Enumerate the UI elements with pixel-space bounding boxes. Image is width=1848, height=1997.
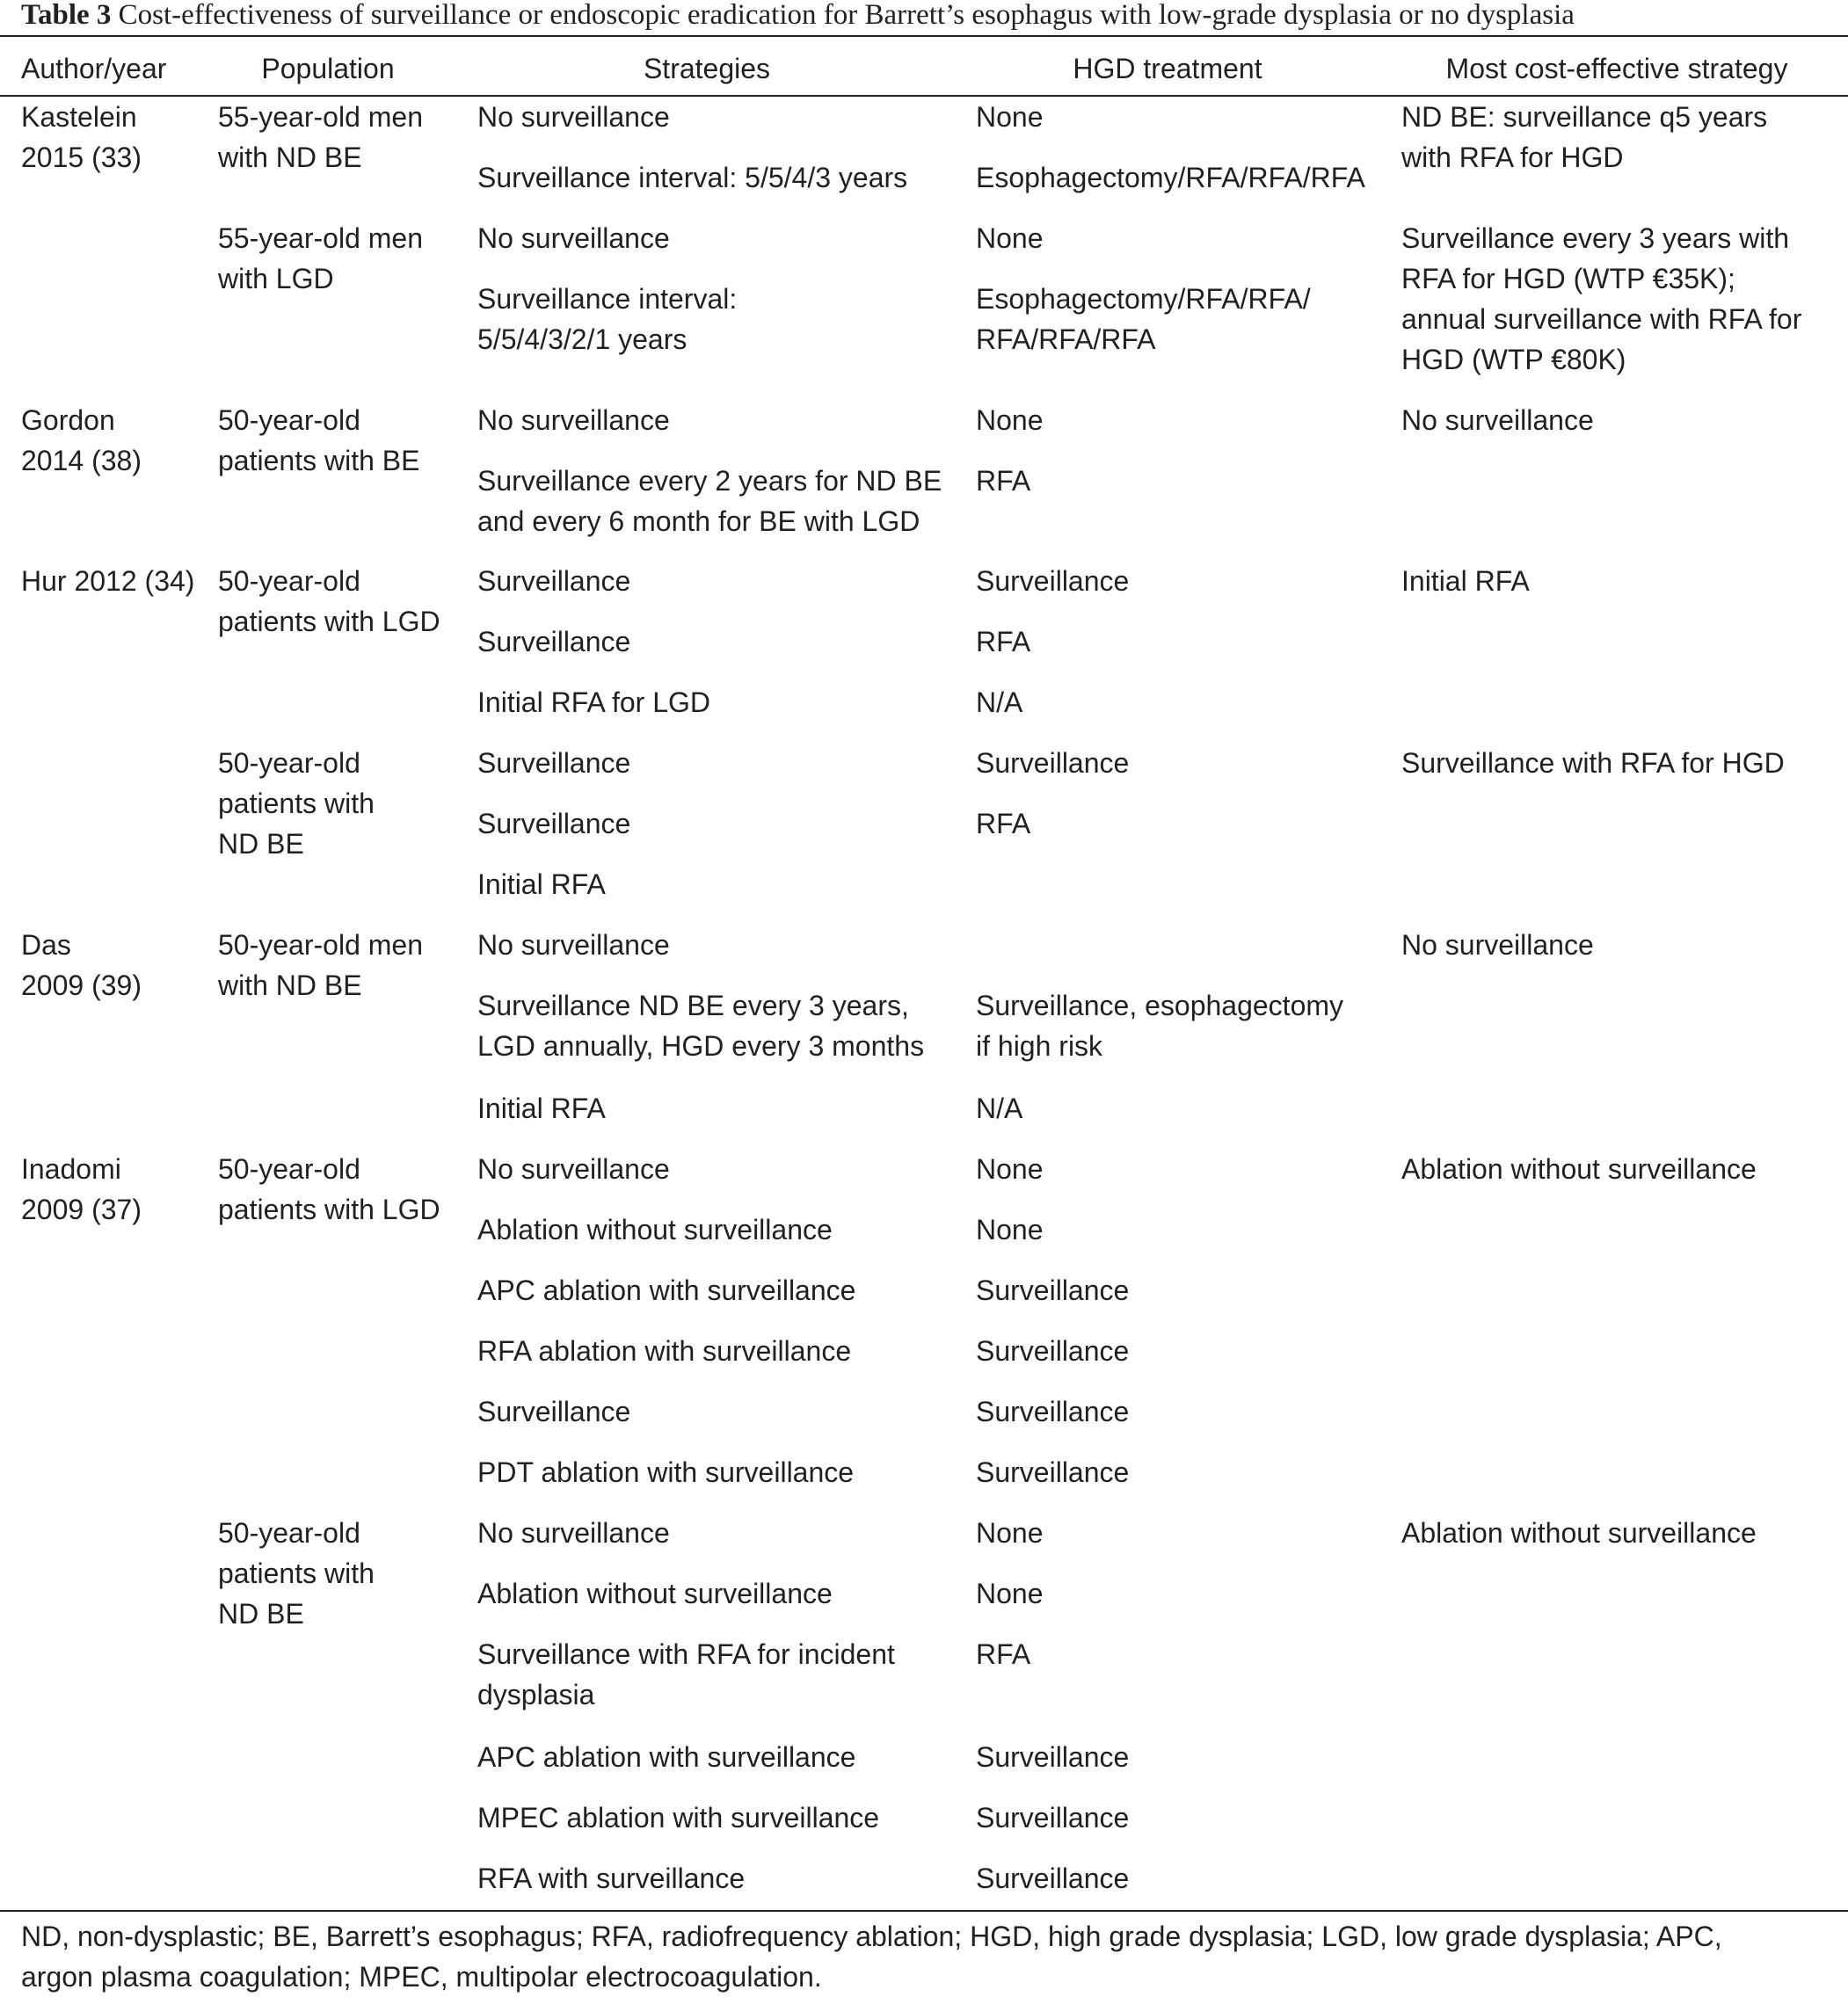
cell-population: 50-year-old patients with ND BE	[218, 747, 375, 860]
cell-strategy: Surveillance	[477, 565, 631, 597]
bottom-rule	[0, 1910, 1848, 1912]
top-rule	[0, 35, 1848, 37]
cell-population: 50-year-old patients with ND BE	[218, 1517, 375, 1630]
header-population: Population	[261, 53, 395, 84]
cell-hgd-treatment: None	[976, 1517, 1044, 1549]
cell-strategy: Surveillance	[477, 1396, 631, 1427]
cell-hgd-treatment: N/A	[976, 1093, 1023, 1124]
cell-most-cost-effective: Initial RFA	[1401, 565, 1530, 597]
cell-hgd-treatment: None	[976, 404, 1044, 436]
cell-hgd-treatment: Surveillance	[976, 1396, 1130, 1427]
cell-strategy: No surveillance	[477, 222, 670, 254]
cell-most-cost-effective: Ablation without surveillance	[1401, 1517, 1757, 1549]
cell-hgd-treatment: None	[976, 101, 1044, 133]
cell-author: Kastelein 2015 (33)	[21, 101, 142, 173]
cell-strategy: Ablation without surveillance	[477, 1578, 833, 1609]
cell-strategy: Surveillance every 2 years for ND BE and every 6 month for BE with LGD	[477, 465, 942, 537]
cell-hgd-treatment: Surveillance	[976, 747, 1130, 779]
cell-strategy: Initial RFA for LGD	[477, 686, 710, 718]
cell-strategy: Surveillance with RFA for incident dysplasia	[477, 1638, 895, 1710]
cell-strategy: RFA with surveillance	[477, 1863, 746, 1894]
cell-hgd-treatment: Surveillance	[976, 1863, 1130, 1894]
cell-most-cost-effective: ND BE: surveillance q5 years with RFA for HGD	[1401, 101, 1768, 173]
cell-strategy: APC ablation with surveillance	[477, 1741, 856, 1773]
cell-hgd-treatment: N/A	[976, 686, 1023, 718]
cell-hgd-treatment: Surveillance, esophagectomy if high risk	[976, 990, 1344, 1062]
cell-hgd-treatment: Surveillance	[976, 1335, 1130, 1367]
cell-author: Hur 2012 (34)	[21, 565, 195, 597]
cell-hgd-treatment: None	[976, 1214, 1044, 1245]
cell-author: Inadomi 2009 (37)	[21, 1153, 142, 1225]
cell-most-cost-effective: Ablation without surveillance	[1401, 1153, 1757, 1185]
cell-author: Das 2009 (39)	[21, 929, 142, 1001]
header-author: Author/year	[21, 53, 167, 84]
cell-hgd-treatment: Surveillance	[976, 1741, 1130, 1773]
cell-hgd-treatment: Surveillance	[976, 1802, 1130, 1834]
cell-hgd-treatment: RFA	[976, 808, 1031, 839]
cell-hgd-treatment: Surveillance	[976, 1274, 1130, 1306]
table-title: Cost-effectiveness of surveillance or endoscopic eradication for Barrett’s esophagus with low-grade dysplasia or no dysplasia	[118, 0, 1575, 31]
cell-most-cost-effective: Surveillance every 3 years with RFA for HGD (WTP €35K); annual surveillance with RFA for HGD (WTP €80K)	[1401, 222, 1802, 375]
cell-strategy: No surveillance	[477, 929, 670, 961]
cell-hgd-treatment: None	[976, 222, 1044, 254]
cell-strategy: Surveillance interval: 5/5/4/3 years	[477, 162, 908, 193]
cell-strategy: Initial RFA	[477, 1093, 606, 1124]
cell-population: 55-year-old men with LGD	[218, 222, 423, 294]
cell-strategy: MPEC ablation with surveillance	[477, 1802, 880, 1834]
cell-author: Gordon 2014 (38)	[21, 404, 142, 476]
cell-most-cost-effective: No surveillance	[1401, 929, 1594, 961]
cell-hgd-treatment: Esophagectomy/RFA/RFA/RFA	[976, 162, 1365, 193]
cell-strategy: Surveillance	[477, 808, 631, 839]
cell-strategy: No surveillance	[477, 1153, 670, 1185]
cell-strategy: Ablation without surveillance	[477, 1214, 833, 1245]
cell-strategy: Surveillance ND BE every 3 years, LGD annually, HGD every 3 months	[477, 990, 925, 1062]
cell-strategy: No surveillance	[477, 404, 670, 436]
header-most-cost-effective: Most cost-effective strategy	[1445, 53, 1788, 84]
cell-strategy: Surveillance interval: 5/5/4/3/2/1 years	[477, 283, 738, 355]
cell-population: 50-year-old men with ND BE	[218, 929, 423, 1001]
table-label: Table 3	[21, 0, 112, 31]
header-hgd-treatment: HGD treatment	[1073, 53, 1262, 84]
cell-hgd-treatment: Esophagectomy/RFA/RFA/ RFA/RFA/RFA	[976, 283, 1311, 355]
cell-strategy: PDT ablation with surveillance	[477, 1456, 855, 1488]
cell-strategy: APC ablation with surveillance	[477, 1274, 856, 1306]
cell-strategy: Initial RFA	[477, 868, 606, 900]
cell-hgd-treatment: None	[976, 1578, 1044, 1609]
cell-population: 50-year-old patients with BE	[218, 404, 420, 476]
cell-most-cost-effective: No surveillance	[1401, 404, 1594, 436]
cell-strategy: RFA ablation with surveillance	[477, 1335, 852, 1367]
cell-hgd-treatment: RFA	[976, 465, 1031, 497]
cell-strategy: No surveillance	[477, 101, 670, 133]
header-strategies: Strategies	[643, 53, 771, 84]
cell-most-cost-effective: Surveillance with RFA for HGD	[1401, 747, 1785, 779]
cell-strategy: No surveillance	[477, 1517, 670, 1549]
cell-hgd-treatment: RFA	[976, 1638, 1031, 1670]
cell-population: 55-year-old men with ND BE	[218, 101, 423, 173]
cell-hgd-treatment: RFA	[976, 626, 1031, 657]
cell-population: 50-year-old patients with LGD	[218, 565, 440, 637]
table-caption	[21, 0, 1841, 30]
cell-strategy: Surveillance	[477, 626, 631, 657]
table-footnote: ND, non-dysplastic; BE, Barrett’s esophagus; RFA, radiofrequency ablation; HGD, high grade dysplasia; LGD, low grade dysplasia; APC, argon plasma coagulation; MPEC, multipolar electrocoagulation.	[21, 1921, 1722, 1993]
cell-hgd-treatment: None	[976, 1153, 1044, 1185]
cell-population: 50-year-old patients with LGD	[218, 1153, 440, 1225]
cell-strategy: Surveillance	[477, 747, 631, 779]
cell-hgd-treatment: Surveillance	[976, 565, 1130, 597]
cell-hgd-treatment: Surveillance	[976, 1456, 1130, 1488]
